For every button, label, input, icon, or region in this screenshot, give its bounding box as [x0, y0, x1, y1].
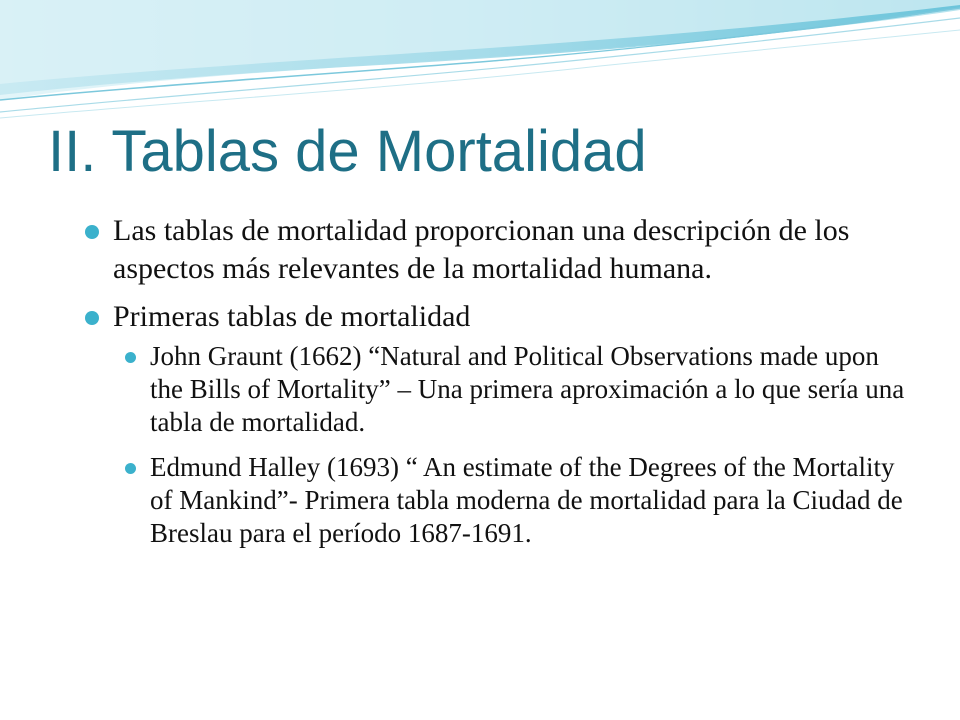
list-item: [113, 298, 913, 550]
bullet-list: [0, 212, 960, 562]
sub-list-item-text: John Graunt (1662) “Natural and Political Observations made upon the Bills of Mortality” – Una primera aproximación a lo que sería una tabla de mortalidad.: [150, 341, 905, 437]
list-item-text: Primeras tablas de mortalidad: [113, 300, 471, 333]
sub-bullet-list: [113, 340, 913, 550]
decorative-wave-header: [0, 0, 960, 130]
sub-list-item-text: Edmund Halley (1693) “ An estimate of the Degrees of the Mortality of Mankind”- Primera tabla moderna de mortalidad para la Ciudad de Breslau para el período 1687-1691.: [150, 452, 903, 548]
sub-list-item: [150, 340, 910, 439]
bullet-icon: [85, 311, 99, 325]
list-item-text: Las tablas de mortalidad proporcionan una descripción de los aspectos más relevantes de la mortalidad humana.: [113, 214, 850, 285]
bullet-icon: [85, 225, 99, 239]
bullet-icon: [125, 463, 136, 474]
slide-title: II. Tablas de Mortalidad: [48, 119, 647, 184]
list-item: [113, 212, 913, 288]
sub-list-item: [150, 451, 910, 550]
bullet-icon: [125, 352, 136, 363]
